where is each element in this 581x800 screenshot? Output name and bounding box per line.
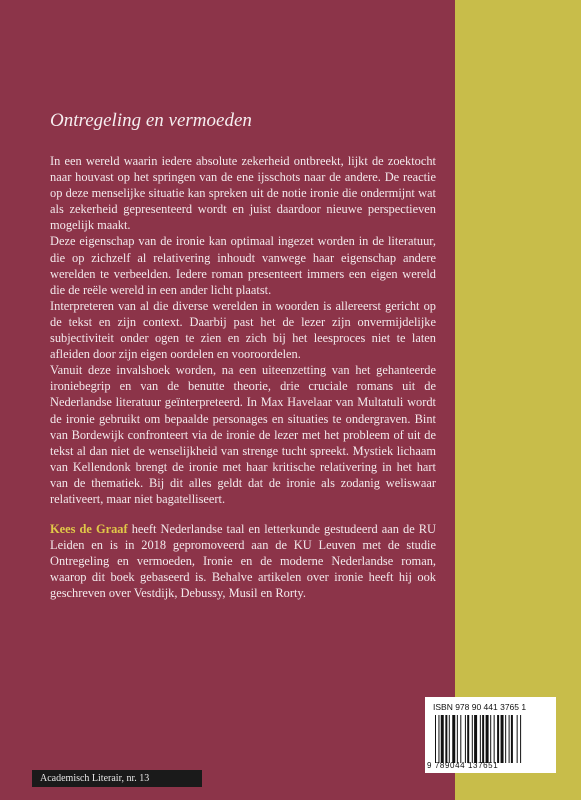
yellow-side-band xyxy=(455,0,581,800)
barcode-icon xyxy=(435,715,547,763)
series-label: Academisch Literair, nr. 13 xyxy=(32,770,202,787)
barcode-bar xyxy=(517,715,518,763)
author-name: Kees de Graaf xyxy=(50,522,128,537)
barcode-bar xyxy=(472,715,473,763)
barcode-number: 9 789044 137651 xyxy=(427,761,499,770)
barcode-bar xyxy=(520,715,521,763)
barcode-bar xyxy=(457,715,458,763)
barcode-bar xyxy=(509,715,510,763)
barcode-bar xyxy=(465,715,466,763)
barcode-bar xyxy=(474,715,477,763)
barcode-bar xyxy=(435,715,436,763)
barcode-bar xyxy=(505,715,506,763)
barcode-bar xyxy=(501,715,504,763)
barcode-bar xyxy=(490,715,491,763)
blurb-paragraph: Vanuit deze invalshoek worden, na een uiteenzetting van het gehanteerde ironiebegrip en van de benutte theorie, drie cruciale romans uit de Nederlandse literatuur geïnterpreteerd. In Max Havelaar van Multatuli wordt de ironie gebruikt om bepaalde personages en situaties te ondergraven. Bint van Bordewijk confronteert via de ironie de lezer met het probleem of uit de tekst al dan niet de wenselijkheid van strenge tucht spreekt. Mystiek lichaam van Kellendonk brengt de ironie met haar kritische relativering in het hart van de thematiek. Bij dit alles geldt dat de ironie als zodanig weliswaar relativeert, maar niet bagatelliseert. xyxy=(50,363,436,506)
barcode-bar xyxy=(494,715,495,763)
barcode-bar xyxy=(482,715,484,763)
blurb-text xyxy=(50,153,436,602)
barcode-bar xyxy=(449,715,450,763)
barcode-bar xyxy=(438,715,439,763)
isbn-label: ISBN 978 90 441 3765 1 xyxy=(433,702,527,712)
book-title: Ontregeling en vermoeden xyxy=(50,110,252,131)
author-bio-text: heeft Nederlandse taal en letterkunde gestudeerd aan de RU Leiden en is in 2018 gepromoveerd aan de KU Leuven met de studie Ontregeling en vermoeden, Ironie en de moderne Nederlandse roman, waarop dit boek gebaseerd is. Behalve artikelen over ironie heeft hij ook geschreven over Vestdijk, Debussy, Musil en Rorty. xyxy=(50,522,436,601)
barcode-bar xyxy=(460,715,461,763)
barcode-bar xyxy=(445,715,447,763)
barcode-bar xyxy=(480,715,481,763)
blurb-paragraph: Deze eigenschap van de ironie kan optimaal ingezet worden in de literatuur, die op zichzelf al relativering inhoudt vanwege haar eigenschap andere werelden te verbeelden. Iedere roman presenteert immers een eigen wereld die de reële wereld in een ander licht plaatst. xyxy=(50,234,436,297)
barcode-bar xyxy=(441,715,444,763)
blurb-paragraph: In een wereld waarin iedere absolute zekerheid ontbreekt, lijkt de zoektocht naar houvast op het springen van de ene ijsschots naar de andere. De reactie op deze menselijke situatie kan spreken uit de notie ironie die ondermijnt wat als zekerheid gepresenteerd wordt en juist daardoor nieuwe perspectieven mogelijk maakt. xyxy=(50,154,436,233)
barcode-box xyxy=(425,697,556,773)
barcode-bar xyxy=(511,715,513,763)
barcode-bar xyxy=(467,715,469,763)
barcode-bar xyxy=(486,715,489,763)
author-bio xyxy=(50,521,436,601)
barcode-bar xyxy=(497,715,499,763)
blurb-paragraph: Interpreteren van al die diverse werelden in woorden is allereerst gericht op de tekst en zijn context. Daarbij past het de lezer zijn onvermijdelijke subjectiviteit onder ogen te zien en zich bij het leesproces niet te laten afleiden door zijn eigen oordelen en vooroordelen. xyxy=(50,298,436,362)
barcode-bar xyxy=(452,715,455,763)
